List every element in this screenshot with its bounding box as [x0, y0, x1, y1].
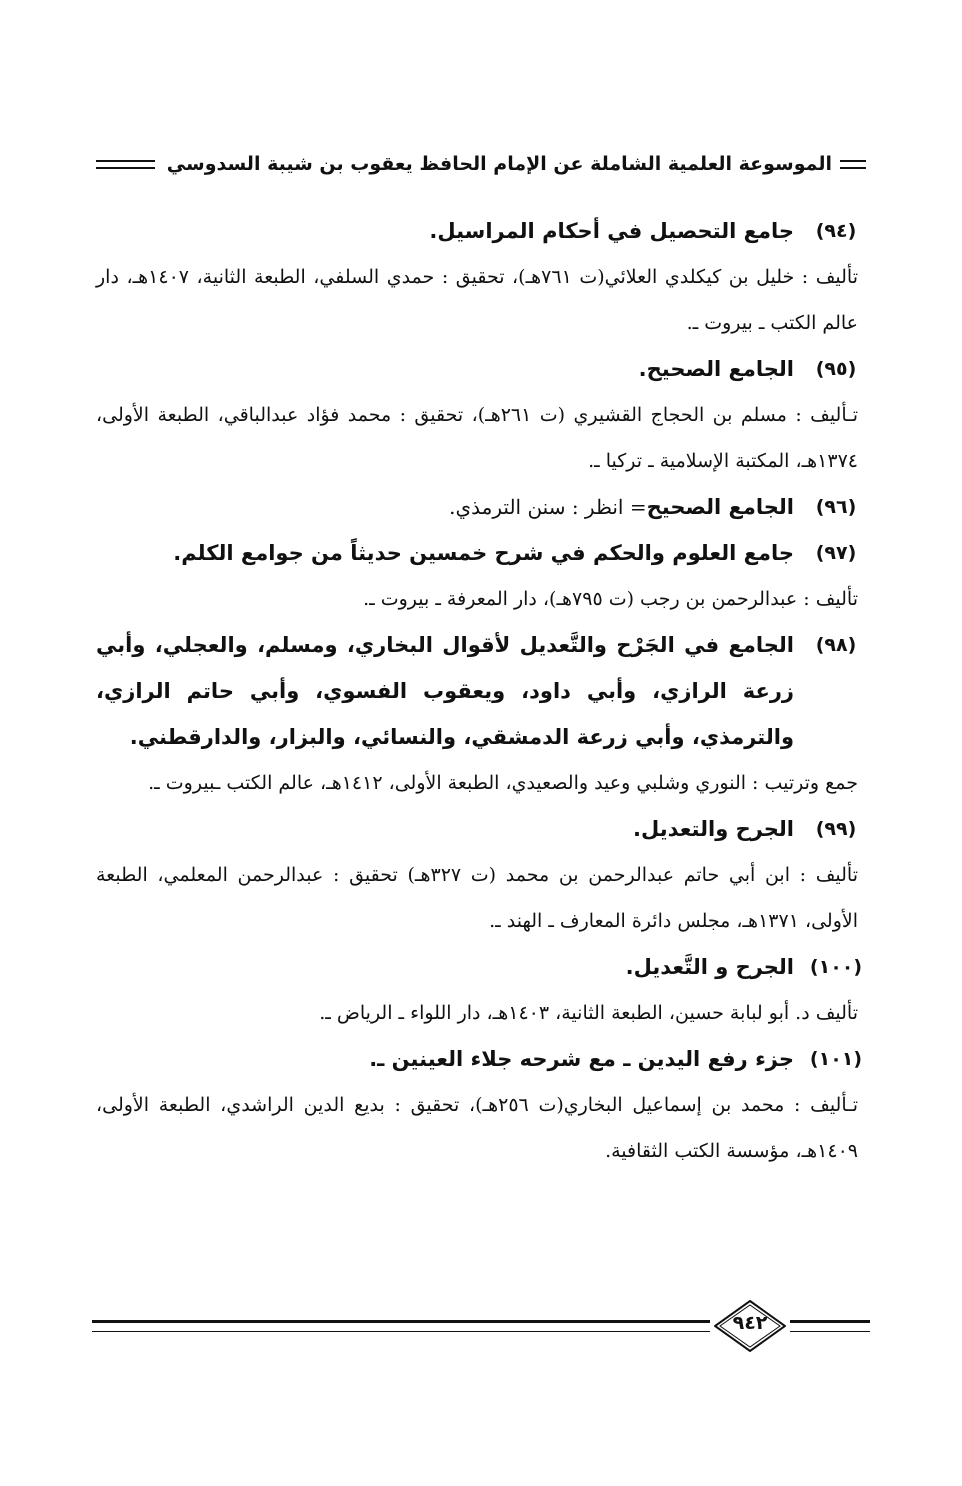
entry-title: جامع العلوم والحكم في شرح خمسين حديثاً من جوامع الكلم. — [173, 541, 794, 565]
entry-detail: تأليف : عبدالرحمن بن رجب (ت ٧٩٥هـ)، دار المعرفة ـ بيروت ـ. — [363, 588, 858, 610]
entry-number: (٩٨) — [815, 634, 857, 656]
entry-number: (٩٤) — [815, 220, 857, 242]
entry-title: الجرح والتعديل. — [632, 817, 794, 841]
bibliography-entry — [96, 944, 866, 1036]
running-header — [96, 148, 866, 180]
bibliography-entry — [96, 530, 866, 622]
bibliography-entry — [96, 622, 866, 806]
footer-rule-left — [92, 1320, 710, 1332]
entry-title-line — [96, 484, 806, 530]
entry-title: الجامع الصحيح. — [638, 357, 794, 381]
entry-number: (٩٩) — [815, 818, 857, 840]
entry-number: (٩٥) — [815, 358, 857, 380]
entry-detail: تـأليف : محمد بن إسماعيل البخاري(ت ٢٥٦هـ)، تحقيق : بديع الدين الراشدي، الطبعة الأولى، ١٤٠٩هـ، مؤسسة الكتب الثقافية. — [96, 1094, 858, 1162]
entry-title: الجامع الصحيح — [646, 495, 794, 519]
page-footer — [92, 1300, 870, 1360]
entry-detail: تأليف : ابن أبي حاتم عبدالرحمن بن محمد (ت ٣٢٧هـ) تحقيق : عبدالرحمن المعلمي، الطبعة الأولى، ١٣٧١هـ، مجلس دائرة المعارف ـ الهند ـ. — [96, 864, 858, 932]
entry-title: الجرح و التَّعديل. — [625, 955, 794, 979]
entry-title: جامع التحصيل في أحكام المراسيل. — [429, 219, 794, 243]
header-title: الموسوعة العلمية الشاملة عن الإمام الحافظ يعقوب بن شيبة السدوسي — [166, 153, 832, 175]
bibliography-list — [96, 208, 866, 1174]
bibliography-entry — [96, 346, 866, 484]
bibliography-entry — [96, 484, 866, 530]
footer-rule-right — [790, 1320, 870, 1332]
entry-detail: تـأليف : مسلم بن الحجاج القشيري (ت ٢٦١هـ)، تحقيق : محمد فؤاد عبدالباقي، الطبعة الأولى، ١٣٧٤هـ، المكتبة الإسلامية ـ تركيا ـ. — [96, 404, 858, 472]
bibliography-entry — [96, 806, 866, 944]
entry-title: جزء رفع اليدين ـ مع شرحه جلاء العينين ـ. — [369, 1047, 794, 1071]
entry-number: (٩٦) — [815, 496, 857, 518]
entry-detail: تأليف : خليل بن كيكلدي العلائي(ت ٧٦١هـ)، تحقيق : حمدي السلفي، الطبعة الثانية، ١٤٠٧هـ، دار عالم الكتب ـ بيروت ـ. — [96, 266, 858, 334]
entry-detail: جمع وترتيب : النوري وشلبي وعيد والصعيدي، الطبعة الأولى، ١٤١٢هـ، عالم الكتب ـبيروت ـ. — [148, 772, 858, 794]
header-tail-rule — [96, 160, 155, 169]
page-number: ٩٤٢ — [732, 1312, 768, 1334]
header-lead-rule — [840, 160, 866, 169]
entry-number: (١٠١) — [809, 1048, 863, 1070]
entry-cross-reference: = انظر : سنن الترمذي. — [449, 495, 647, 519]
entry-number: (١٠٠) — [809, 956, 863, 978]
entry-detail: تأليف د. أبو لبابة حسين، الطبعة الثانية، ١٤٠٣هـ، دار اللواء ـ الرياض ـ. — [319, 1002, 858, 1024]
entry-number: (٩٧) — [815, 542, 857, 564]
bibliography-entry — [96, 208, 866, 346]
bibliography-entry — [96, 1036, 866, 1174]
entry-title: الجامع في الجَرْح والتَّعديل لأقوال البخاري، ومسلم، والعجلي، وأبي زرعة الرازي، وأبي داود، ويعقوب الفسوي، وأبي حاتم الرازي، والترمذي، وأبي زرعة الدمشقي، والنسائي، والبزار، والدارقطني. — [96, 633, 794, 749]
